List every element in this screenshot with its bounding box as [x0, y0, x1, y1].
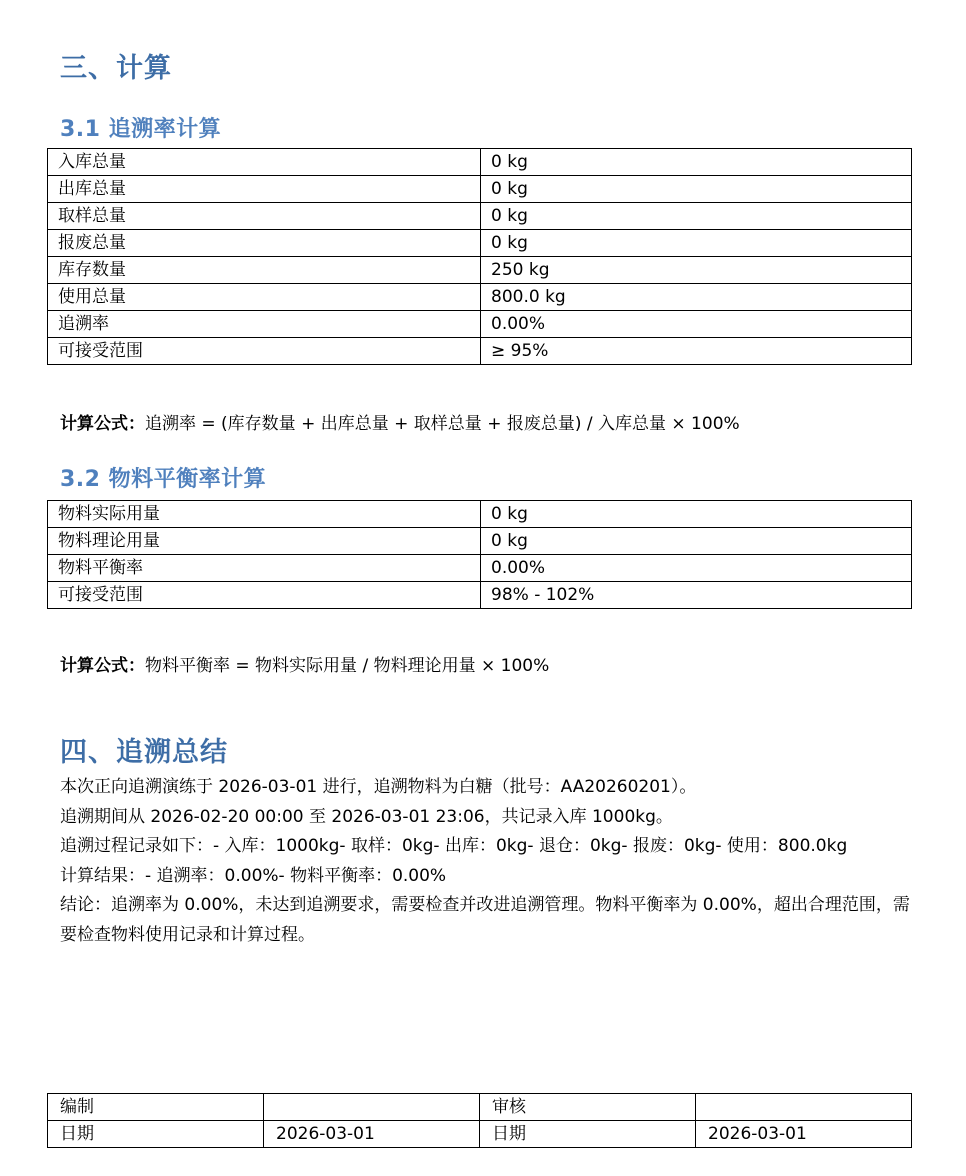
reviewed-date-value: 2026-03-01 — [696, 1121, 912, 1148]
summary-paragraph: 结论：追溯率为 0.00%，未达到追溯要求，需要检查并改进追溯管理。物料平衡率为 0.00%，超出合理范围，需要检查物料使用记录和计算过程。 — [60, 895, 910, 945]
formula-label: 计算公式： — [60, 656, 145, 676]
row-value: ≥ 95% — [481, 338, 912, 365]
row-value: 0 kg — [481, 230, 912, 257]
row-label: 取样总量 — [48, 203, 481, 230]
compiled-date-value: 2026-03-01 — [264, 1121, 480, 1148]
date-label: 日期 — [480, 1121, 696, 1148]
section-3-heading: 三、计算 — [60, 53, 172, 84]
summary-paragraph: 计算结果：- 追溯率：0.00%- 物料平衡率：0.00% — [60, 865, 447, 886]
row-label: 物料平衡率 — [48, 555, 481, 582]
row-label: 物料实际用量 — [48, 501, 481, 528]
row-label: 可接受范围 — [48, 582, 481, 609]
date-label: 日期 — [48, 1121, 264, 1148]
formula-text: 物料平衡率 = 物料实际用量 / 物料理论用量 × 100% — [145, 656, 550, 676]
row-value: 0.00% — [481, 311, 912, 338]
table-row — [48, 338, 912, 365]
trace-rate-heading: 3.1 追溯率计算 — [60, 117, 222, 142]
compiled-by-value — [264, 1094, 480, 1121]
row-value: 0 kg — [481, 203, 912, 230]
section-4-heading: 四、追溯总结 — [60, 737, 228, 768]
table-row — [48, 149, 912, 176]
row-label: 追溯率 — [48, 311, 481, 338]
row-value: 0 kg — [481, 149, 912, 176]
row-value: 250 kg — [481, 257, 912, 284]
table-row — [48, 501, 912, 528]
table-row — [48, 528, 912, 555]
material-balance-formula — [60, 654, 549, 678]
material-balance-heading: 3.2 物料平衡率计算 — [60, 467, 267, 492]
summary-paragraph: 本次正向追溯演练于 2026-03-01 进行，追溯物料为白糖（批号：AA20260201）。 — [60, 777, 697, 797]
row-label: 库存数量 — [48, 257, 481, 284]
table-row — [48, 203, 912, 230]
row-label: 报废总量 — [48, 230, 481, 257]
reviewed-by-label: 审核 — [480, 1094, 696, 1121]
table-row — [48, 284, 912, 311]
material-balance-table — [47, 500, 912, 609]
table-row — [48, 1121, 912, 1148]
row-value: 0 kg — [481, 501, 912, 528]
trace-rate-table — [47, 148, 912, 365]
row-value: 0.00% — [481, 555, 912, 582]
reviewed-by-value — [696, 1094, 912, 1121]
summary-paragraph: 追溯过程记录如下：- 入库：1000kg- 取样：0kg- 出库：0kg- 退仓：0kg- 报废：0kg- 使用：800.0kg — [60, 836, 848, 856]
table-row — [48, 582, 912, 609]
row-value: 0 kg — [481, 176, 912, 203]
formula-label: 计算公式： — [60, 414, 145, 434]
table-row — [48, 230, 912, 257]
compiled-by-label: 编制 — [48, 1094, 264, 1121]
row-label: 使用总量 — [48, 284, 481, 311]
summary-paragraph: 追溯期间从 2026-02-20 00:00 至 2026-03-01 23:06，共记录入库 1000kg。 — [60, 806, 673, 827]
row-label: 可接受范围 — [48, 338, 481, 365]
table-row — [48, 176, 912, 203]
table-row — [48, 257, 912, 284]
row-label: 出库总量 — [48, 176, 481, 203]
trace-rate-formula — [60, 412, 740, 436]
row-value: 0 kg — [481, 528, 912, 555]
table-row — [48, 555, 912, 582]
row-label: 物料理论用量 — [48, 528, 481, 555]
table-row — [48, 311, 912, 338]
formula-text: 追溯率 = (库存数量 + 出库总量 + 取样总量 + 报废总量) / 入库总量 × 100% — [145, 414, 740, 434]
row-label: 入库总量 — [48, 149, 481, 176]
row-value: 800.0 kg — [481, 284, 912, 311]
signoff-table — [47, 1093, 912, 1148]
row-value: 98% - 102% — [481, 582, 912, 609]
table-row — [48, 1094, 912, 1121]
trace-summary — [60, 773, 925, 950]
